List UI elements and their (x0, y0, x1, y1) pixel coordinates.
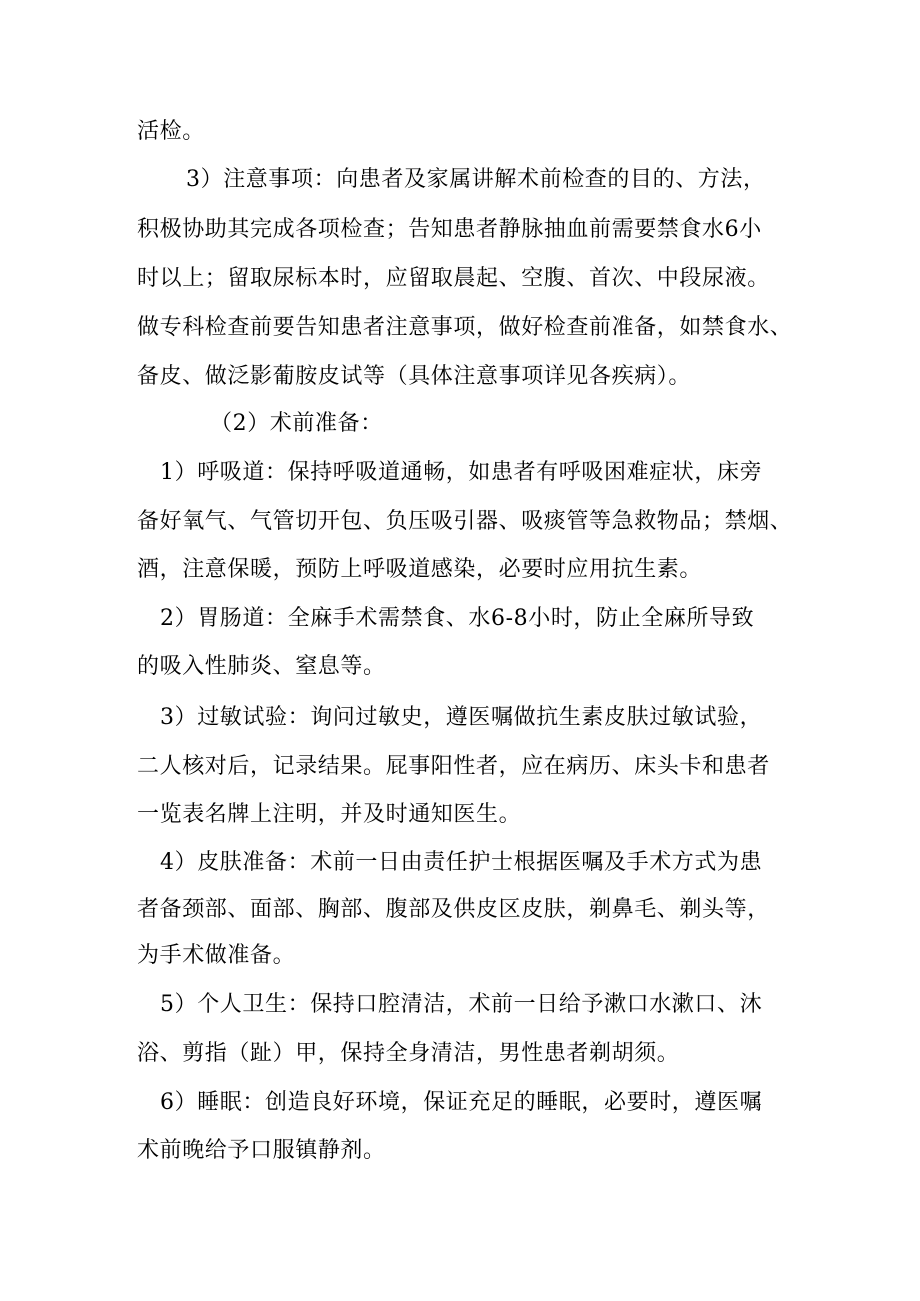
text-line: 备皮、做泛影葡胺皮试等（具体注意事项详见各疾病）。 (137, 364, 692, 389)
text-line: 活检。 (137, 119, 205, 144)
text-line: 5）个人卫生：保持口腔清洁，术前一日给予漱口水漱口、沐 (160, 992, 763, 1017)
text-line: 时以上；留取尿标本时，应留取晨起、空腹、首次、中段尿液。 (137, 266, 770, 291)
text-line: 6）睡眠：创造良好环境，保证充足的睡眠，必要时，遵医嘱 (160, 1090, 763, 1115)
text-line: 浴、剪指（趾）甲，保持全身清洁，男性患者剃胡须。 (137, 1041, 680, 1066)
text-line: 2）胃肠道：全麻手术需禁食、水6-8小时，防止全麻所导致 (160, 606, 755, 631)
text-line: 4）皮肤准备：术前一日由责任护士根据医嘱及手术方式为患 (160, 850, 763, 875)
text-line: 1）呼吸道：保持呼吸道通畅，如患者有呼吸困难症状，床旁 (160, 460, 763, 485)
text-line: 者备颈部、面部、胸部、腹部及供皮区皮肤，剃鼻毛、剃头等， (137, 897, 770, 922)
text-line: 备好氧气、气管切开包、负压吸引器、吸痰管等急救物品；禁烟、 (137, 509, 793, 534)
text-line: 二人核对后，记录结果。屁事阳性者，应在病历、床头卡和患者 (137, 754, 770, 779)
text-line: 3）过敏试验：询问过敏史，遵医嘱做抗生素皮肤过敏试验， (160, 705, 763, 730)
section-heading: （2）术前准备： (210, 411, 383, 436)
text-line: 的吸入性肺炎、窒息等。 (137, 654, 386, 679)
text-line: 3）注意事项：向患者及家属讲解术前检查的目的、方法， (186, 167, 766, 192)
text-line: 做专科检查前要告知患者注意事项，做好检查前准备，如禁食水、 (137, 315, 793, 340)
text-line: 术前晚给予口服镇静剂。 (137, 1138, 386, 1163)
text-line: 酒，注意保暖，预防上呼吸道感染，必要时应用抗生素。 (137, 557, 703, 582)
text-line: 积极协助其完成各项检查；告知患者静脉抽血前需要禁食水6小 (137, 217, 762, 242)
text-line: 为手术做准备。 (137, 943, 296, 968)
text-line: 一览表名牌上注明，并及时通知医生。 (137, 802, 522, 827)
